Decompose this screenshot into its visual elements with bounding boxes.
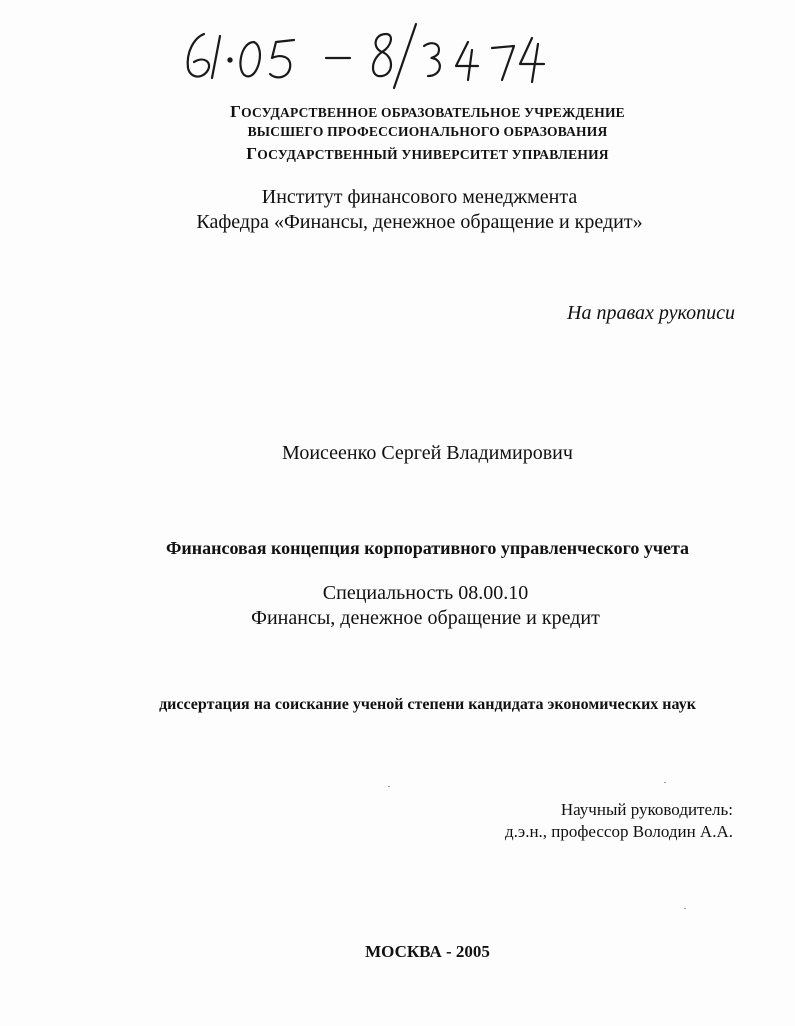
institute-name: Институт финансового менеджмента (261, 186, 578, 208)
scan-speck (388, 786, 390, 787)
author-name: Моисеенко Сергей Владимирович (282, 442, 573, 464)
supervisor-name: д.э.н., профессор Володин А.А. (505, 822, 733, 841)
department-name: Кафедра «Финансы, денежное обращение и кредит» (196, 211, 643, 233)
organization-line-3: ГОСУДАРСТВЕННЫЙ УНИВЕРСИТЕТ УПРАВЛЕНИЯ (246, 144, 609, 163)
supervisor-label: Научный руководитель: (560, 800, 733, 819)
scan-speck (684, 908, 686, 909)
handwritten-archive-code (176, 20, 556, 90)
specialty-code: Специальность 08.00.10 (322, 582, 529, 604)
organization-line-2: ВЫСШЕГО ПРОФЕССИОНАЛЬНОГО ОБРАЗОВАНИЯ (247, 124, 608, 139)
organization-line-1: ГОСУДАРСТВЕННОЕ ОБРАЗОВАТЕЛЬНОЕ УЧРЕЖДЕНИЕ (230, 102, 625, 121)
specialty-name: Финансы, денежное обращение и кредит (251, 607, 600, 629)
dissertation-type: диссертация на соискание ученой степени кандидата экономических наук (159, 696, 696, 713)
dissertation-title: Финансовая концепция корпоративного управленческого учета (165, 538, 690, 558)
manuscript-note: На правах рукописи (567, 302, 735, 324)
city-year: МОСКВА - 2005 (365, 942, 490, 961)
scan-speck (664, 782, 666, 783)
